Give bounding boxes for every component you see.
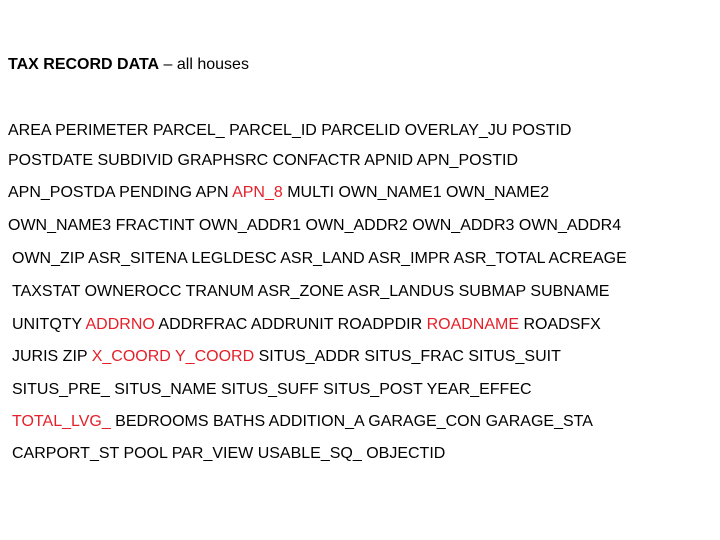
highlighted-field-name: ADDRNO xyxy=(85,316,155,333)
field-name-text: SITUS_ADDR SITUS_FRAC SITUS_SUIT xyxy=(254,348,561,365)
field-line-4 xyxy=(8,216,621,236)
field-name-text: JURIS ZIP xyxy=(12,348,92,365)
field-line-2 xyxy=(8,151,518,171)
field-name-text: MULTI OWN_NAME1 OWN_NAME2 xyxy=(282,184,550,201)
highlighted-field-name: ROADNAME xyxy=(426,316,520,333)
field-name-text: CARPORT_ST POOL PAR_VIEW USABLE_SQ_ OBJECTID xyxy=(12,445,446,462)
highlighted-field-name: X_COORD Y_COORD xyxy=(91,348,255,365)
field-line-1 xyxy=(8,121,571,141)
field-name-text: TAXSTAT OWNEROCC TRANUM ASR_ZONE ASR_LANDUS SUBMAP SUBNAME xyxy=(12,283,610,300)
field-line-6 xyxy=(12,282,609,302)
field-name-text: UNITQTY xyxy=(12,316,86,333)
field-name-text: AREA PERIMETER PARCEL_ PARCEL_ID PARCELID OVERLAY_JU POSTID xyxy=(8,122,572,139)
field-line-7 xyxy=(12,315,601,335)
field-line-10 xyxy=(12,412,593,432)
highlighted-field-name: TOTAL_LVG_ xyxy=(12,413,111,430)
field-name-text: SITUS_PRE_ SITUS_NAME SITUS_SUFF SITUS_POST YEAR_EFFEC xyxy=(12,381,532,398)
field-line-9 xyxy=(12,380,532,400)
field-line-8 xyxy=(12,347,561,367)
slide-title xyxy=(8,56,249,74)
highlighted-field-name: APN_8 xyxy=(232,184,283,201)
field-name-text: OWN_NAME3 FRACTINT OWN_ADDR1 OWN_ADDR2 OWN_ADDR3 OWN_ADDR4 xyxy=(8,217,622,234)
field-name-text: BEDROOMS BATHS ADDITION_A GARAGE_CON GARAGE_STA xyxy=(110,413,593,430)
field-name-text: OWN_ZIP ASR_SITENA LEGLDESC ASR_LAND ASR_IMPR ASR_TOTAL ACREAGE xyxy=(12,250,627,267)
field-line-3 xyxy=(8,183,549,203)
field-line-11 xyxy=(12,444,445,464)
field-name-text: POSTDATE SUBDIVID GRAPHSRC CONFACTR APNID APN_POSTID xyxy=(8,152,519,169)
field-name-text: ROADSFX xyxy=(519,316,601,333)
slide-title-rest: – all houses xyxy=(159,56,249,73)
field-line-5 xyxy=(12,249,627,269)
field-name-text: ADDRFRAC ADDRUNIT ROADPDIR xyxy=(154,316,427,333)
slide-title-bold: TAX RECORD DATA xyxy=(8,56,160,73)
field-name-text: APN_POSTDA PENDING APN xyxy=(8,184,233,201)
